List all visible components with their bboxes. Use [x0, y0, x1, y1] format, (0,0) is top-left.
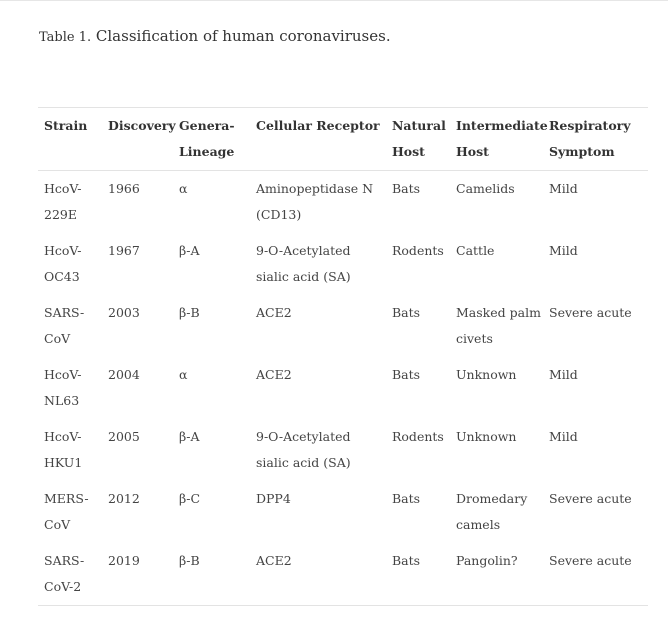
cell-natural-host: Bats: [392, 553, 421, 568]
cell-genera-lineage: β-A: [179, 429, 200, 444]
cell-genera-lineage: β-C: [179, 491, 201, 506]
header-cellular-receptor: Cellular Receptor: [256, 118, 380, 133]
caption-label: Table 1.: [39, 30, 92, 45]
cell-strain: HcoV-HKU1: [44, 429, 83, 470]
cell-cellular-receptor: Aminopeptidase N (CD13): [256, 181, 374, 222]
cell-natural-host: Bats: [392, 491, 421, 506]
table-caption: [39, 27, 391, 45]
cell-discovery: 2012: [108, 491, 140, 506]
cell-intermediate-host: Masked palm civets: [456, 305, 541, 346]
cell-respiratory-symptom: Mild: [549, 243, 578, 258]
header-natural-host: Natural Host: [392, 118, 446, 159]
header-discovery: Discovery: [108, 118, 176, 133]
cell-strain: SARS-CoV: [44, 305, 85, 346]
cell-cellular-receptor: ACE2: [256, 553, 292, 568]
cell-respiratory-symptom: Mild: [549, 429, 578, 444]
cell-respiratory-symptom: Mild: [549, 367, 578, 382]
cell-genera-lineage: α: [179, 367, 188, 382]
header-row: [38, 108, 648, 171]
cell-natural-host: Rodents: [392, 243, 444, 258]
cell-respiratory-symptom: Severe acute: [549, 491, 632, 506]
cell-discovery: 2004: [108, 367, 140, 382]
cell-discovery: 1967: [108, 243, 140, 258]
header-genera-lineage: Genera-Lineage: [179, 118, 235, 159]
cell-discovery: 1966: [108, 181, 140, 196]
cell-cellular-receptor: ACE2: [256, 367, 292, 382]
cell-intermediate-host: Pangolin?: [456, 553, 518, 568]
table-row: [38, 171, 648, 234]
table-container: [38, 107, 648, 606]
cell-discovery: 2005: [108, 429, 140, 444]
cell-strain: MERS-CoV: [44, 491, 89, 532]
cell-natural-host: Bats: [392, 181, 421, 196]
header-strain: Strain: [44, 118, 88, 133]
table-row: [38, 357, 648, 419]
cell-strain: SARS-CoV-2: [44, 553, 85, 594]
cell-discovery: 2019: [108, 553, 140, 568]
cell-strain: HcoV-229E: [44, 181, 82, 222]
cell-intermediate-host: Camelids: [456, 181, 515, 196]
cell-cellular-receptor: ACE2: [256, 305, 292, 320]
cell-intermediate-host: Cattle: [456, 243, 495, 258]
cell-genera-lineage: β-A: [179, 243, 200, 258]
coronavirus-table: [38, 107, 648, 606]
cell-natural-host: Bats: [392, 367, 421, 382]
table-row: [38, 481, 648, 543]
cell-genera-lineage: β-B: [179, 553, 200, 568]
table-header: [38, 108, 648, 171]
cell-strain: HcoV-NL63: [44, 367, 82, 408]
cell-respiratory-symptom: Mild: [549, 181, 578, 196]
cell-natural-host: Rodents: [392, 429, 444, 444]
header-respiratory-symptom: Respiratory Symptom: [549, 118, 631, 159]
top-divider: [0, 0, 668, 1]
table-row: [38, 295, 648, 357]
table-row: [38, 233, 648, 295]
cell-natural-host: Bats: [392, 305, 421, 320]
cell-genera-lineage: α: [179, 181, 188, 196]
header-intermediate-host: Intermediate Host: [456, 118, 548, 159]
cell-cellular-receptor: 9-O-Acetylated sialic acid (SA): [256, 429, 351, 470]
table-row: [38, 419, 648, 481]
caption-text: Classification of human coronaviruses.: [95, 27, 391, 45]
cell-intermediate-host: Unknown: [456, 429, 517, 444]
cell-cellular-receptor: DPP4: [256, 491, 291, 506]
table-row: [38, 543, 648, 606]
cell-respiratory-symptom: Severe acute: [549, 305, 632, 320]
table-body: [38, 171, 648, 606]
cell-genera-lineage: β-B: [179, 305, 200, 320]
cell-strain: HcoV-OC43: [44, 243, 82, 284]
cell-discovery: 2003: [108, 305, 140, 320]
cell-intermediate-host: Unknown: [456, 367, 517, 382]
cell-cellular-receptor: 9-O-Acetylated sialic acid (SA): [256, 243, 351, 284]
cell-respiratory-symptom: Severe acute: [549, 553, 632, 568]
cell-intermediate-host: Dromedary camels: [456, 491, 528, 532]
